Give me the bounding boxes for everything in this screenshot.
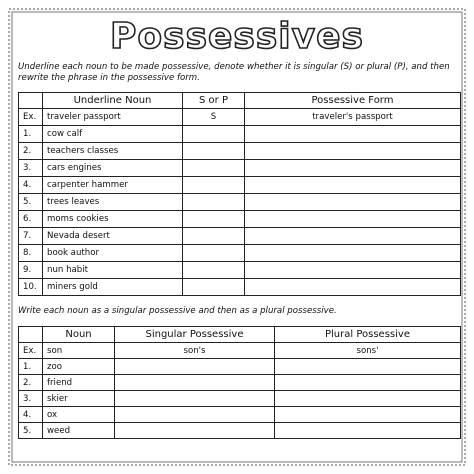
s-or-p-cell[interactable] bbox=[183, 279, 245, 296]
col-header-underline-noun: Underline Noun bbox=[43, 93, 183, 109]
phrase-cell[interactable]: miners gold bbox=[43, 279, 183, 296]
plural-possessive-cell: sons' bbox=[275, 343, 461, 359]
plural-possessive-cell[interactable] bbox=[275, 359, 461, 375]
possessive-form-cell[interactable] bbox=[245, 194, 461, 211]
singular-possessive-cell[interactable] bbox=[115, 359, 275, 375]
s-or-p-cell[interactable] bbox=[183, 126, 245, 143]
row-number: 10. bbox=[19, 279, 43, 296]
plural-possessive-cell[interactable] bbox=[275, 391, 461, 407]
possessive-form-cell[interactable] bbox=[245, 228, 461, 245]
row-number: 4. bbox=[19, 177, 43, 194]
phrase-cell[interactable]: cars engines bbox=[43, 160, 183, 177]
possessive-form-cell[interactable] bbox=[245, 245, 461, 262]
phrase-cell[interactable]: cow calf bbox=[43, 126, 183, 143]
col-header-possessive-form: Possessive Form bbox=[245, 93, 461, 109]
col-header-noun: Noun bbox=[43, 327, 115, 343]
row-number: 5. bbox=[19, 194, 43, 211]
table-row bbox=[19, 245, 461, 262]
table-row bbox=[19, 407, 461, 423]
table-row bbox=[19, 211, 461, 228]
phrase-cell[interactable]: teachers classes bbox=[43, 143, 183, 160]
row-number: 1. bbox=[19, 126, 43, 143]
s-or-p-cell[interactable] bbox=[183, 143, 245, 160]
col-header-plural-possessive: Plural Possessive bbox=[275, 327, 461, 343]
singular-possessive-cell[interactable] bbox=[115, 423, 275, 439]
instructions-part-2: Write each noun as a singular possessive and then as a plural possessive. bbox=[18, 306, 337, 316]
singular-possessive-cell: son's bbox=[115, 343, 275, 359]
s-or-p-cell[interactable] bbox=[183, 245, 245, 262]
table-row bbox=[19, 177, 461, 194]
possessive-form-cell: traveler's passport bbox=[245, 109, 461, 126]
col-header-singular-possessive: Singular Possessive bbox=[115, 327, 275, 343]
row-number: 2. bbox=[19, 375, 43, 391]
s-or-p-cell[interactable] bbox=[183, 177, 245, 194]
scalloped-border bbox=[6, 6, 468, 468]
row-number: 8. bbox=[19, 245, 43, 262]
row-number: 3. bbox=[19, 391, 43, 407]
example-row bbox=[19, 109, 461, 126]
s-or-p-cell[interactable] bbox=[183, 262, 245, 279]
phrase-cell[interactable]: moms cookies bbox=[43, 211, 183, 228]
noun-cell: zoo bbox=[43, 359, 115, 375]
worksheet-title: Possessives bbox=[110, 16, 364, 57]
table-row bbox=[19, 262, 461, 279]
phrase-cell[interactable]: trees leaves bbox=[43, 194, 183, 211]
table-row bbox=[19, 160, 461, 177]
col-header-s-or-p: S or P bbox=[183, 93, 245, 109]
possessive-table bbox=[18, 92, 461, 296]
row-number: 4. bbox=[19, 407, 43, 423]
table-header-row bbox=[19, 327, 461, 343]
possessive-form-cell[interactable] bbox=[245, 160, 461, 177]
possessive-form-cell[interactable] bbox=[245, 126, 461, 143]
row-number: 9. bbox=[19, 262, 43, 279]
possessive-form-cell[interactable] bbox=[245, 177, 461, 194]
noun-cell: ox bbox=[43, 407, 115, 423]
phrase-cell[interactable]: Nevada desert bbox=[43, 228, 183, 245]
phrase-cell[interactable]: nun habit bbox=[43, 262, 183, 279]
phrase-cell[interactable]: book author bbox=[43, 245, 183, 262]
table-header-row bbox=[19, 93, 461, 109]
table-row bbox=[19, 194, 461, 211]
possessive-form-cell[interactable] bbox=[245, 211, 461, 228]
singular-possessive-cell[interactable] bbox=[115, 375, 275, 391]
table-row bbox=[19, 391, 461, 407]
possessive-form-cell[interactable] bbox=[245, 143, 461, 160]
singular-possessive-cell[interactable] bbox=[115, 407, 275, 423]
s-or-p-cell[interactable] bbox=[183, 194, 245, 211]
col-header-number bbox=[19, 93, 43, 109]
s-or-p-cell[interactable] bbox=[183, 228, 245, 245]
instructions-part-1: Underline each noun to be made possessive, denote whether it is singular (S) or plural (P), and then rewrite the phrase in the possessive form. bbox=[18, 62, 450, 83]
example-row bbox=[19, 343, 461, 359]
table-row bbox=[19, 228, 461, 245]
table-row bbox=[19, 359, 461, 375]
phrase-cell: traveler passport bbox=[43, 109, 183, 126]
plural-possessive-cell[interactable] bbox=[275, 423, 461, 439]
possessive-form-cell[interactable] bbox=[245, 262, 461, 279]
singular-plural-table bbox=[18, 326, 461, 439]
row-number: 6. bbox=[19, 211, 43, 228]
row-number: 3. bbox=[19, 160, 43, 177]
col-header-number bbox=[19, 327, 43, 343]
table-row bbox=[19, 375, 461, 391]
noun-cell: weed bbox=[43, 423, 115, 439]
row-number: Ex. bbox=[19, 109, 43, 126]
row-number: 5. bbox=[19, 423, 43, 439]
plural-possessive-cell[interactable] bbox=[275, 407, 461, 423]
phrase-cell[interactable]: carpenter hammer bbox=[43, 177, 183, 194]
row-number: Ex. bbox=[19, 343, 43, 359]
noun-cell: friend bbox=[43, 375, 115, 391]
table-row bbox=[19, 143, 461, 160]
row-number: 2. bbox=[19, 143, 43, 160]
possessive-form-cell[interactable] bbox=[245, 279, 461, 296]
table-row bbox=[19, 279, 461, 296]
singular-possessive-cell[interactable] bbox=[115, 391, 275, 407]
noun-cell: son bbox=[43, 343, 115, 359]
s-or-p-cell[interactable] bbox=[183, 211, 245, 228]
table-row bbox=[19, 126, 461, 143]
row-number: 1. bbox=[19, 359, 43, 375]
s-or-p-cell: S bbox=[183, 109, 245, 126]
table-row bbox=[19, 423, 461, 439]
s-or-p-cell[interactable] bbox=[183, 160, 245, 177]
row-number: 7. bbox=[19, 228, 43, 245]
noun-cell: skier bbox=[43, 391, 115, 407]
plural-possessive-cell[interactable] bbox=[275, 375, 461, 391]
